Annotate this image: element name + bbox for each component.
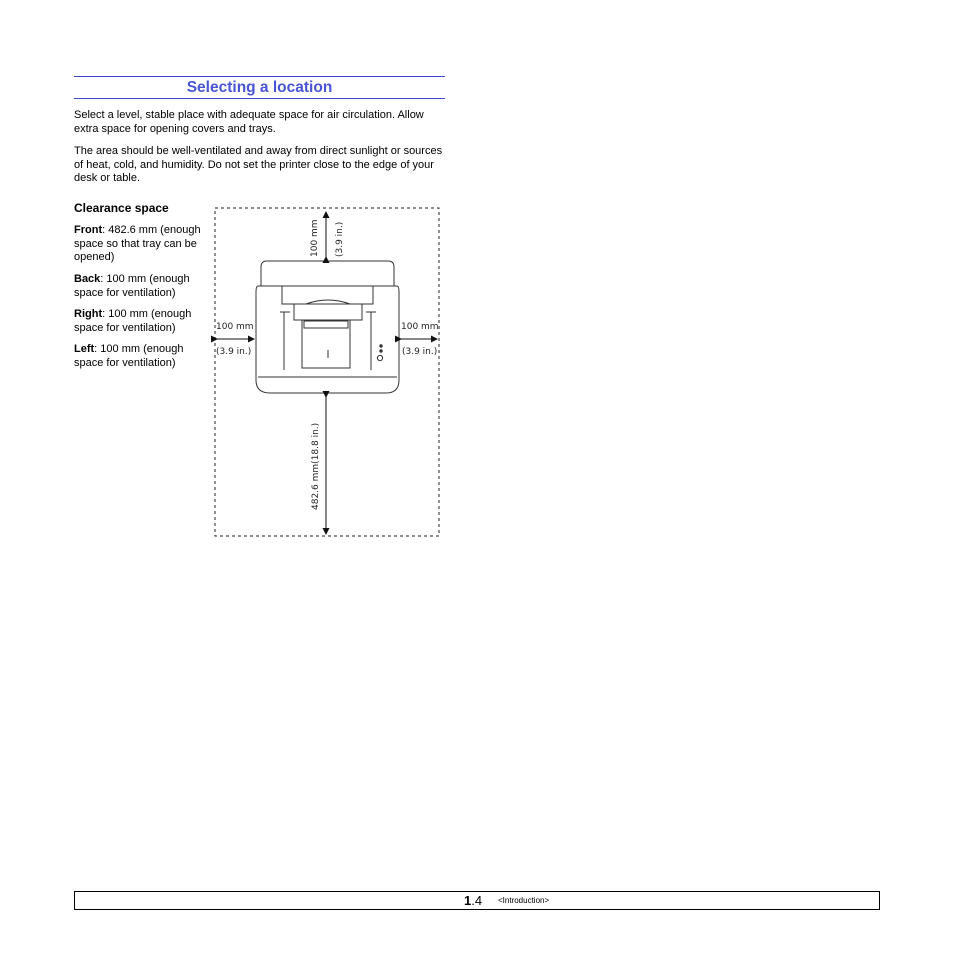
intro-paragraph-2: The area should be well-ventilated and away from direct sunlight or sources of heat, cold, and humidity. Do not set the printer close to the edge of your desk or table. xyxy=(74,145,443,184)
right-label-mm: 100 mm xyxy=(401,322,439,332)
left-label-in: (3.9 in.) xyxy=(216,347,252,357)
top-label-mm: 100 mm xyxy=(310,219,320,257)
page-number-chapter: 1 xyxy=(464,893,472,908)
clearance-right-label: Right xyxy=(74,308,103,320)
clearance-front xyxy=(74,224,204,265)
clearance-diagram xyxy=(206,200,446,540)
top-label-in: (3.9 in.) xyxy=(335,221,345,257)
clearance-boundary xyxy=(215,208,439,536)
intro-paragraph-1: Select a level, stable place with adequate space for air circulation. Allow extra space for opening covers and trays. xyxy=(74,109,424,135)
page-footer xyxy=(74,891,880,910)
bottom-label: 482.6 mm(18.8 in.) xyxy=(311,422,321,510)
clearance-left xyxy=(74,343,204,370)
clearance-back-label: Back xyxy=(74,273,101,285)
clearance-right xyxy=(74,308,204,335)
clearance-back-text: : 100 mm (enough space for ventilation) xyxy=(74,273,190,299)
clearance-left-label: Left xyxy=(74,343,95,355)
printer-illustration xyxy=(256,261,399,393)
section-heading-bar xyxy=(74,76,445,99)
clearance-heading: Clearance space xyxy=(74,201,169,215)
clearance-left-text: : 100 mm (enough space for ventilation) xyxy=(74,343,184,369)
clearance-front-label: Front xyxy=(74,224,103,236)
left-label-mm: 100 mm xyxy=(216,322,254,332)
page-number xyxy=(464,893,482,909)
clearance-right-text: : 100 mm (enough space for ventilation) xyxy=(74,308,192,334)
page-number-rest: .4 xyxy=(471,893,483,908)
clearance-back xyxy=(74,273,204,300)
section-title: Selecting a location xyxy=(186,79,333,96)
right-label-in: (3.9 in.) xyxy=(402,347,438,357)
clearance-front-text: : 482.6 mm (enough space so that tray can be opened) xyxy=(74,224,201,263)
footer-chapter-name: <Introduction> xyxy=(498,896,550,905)
